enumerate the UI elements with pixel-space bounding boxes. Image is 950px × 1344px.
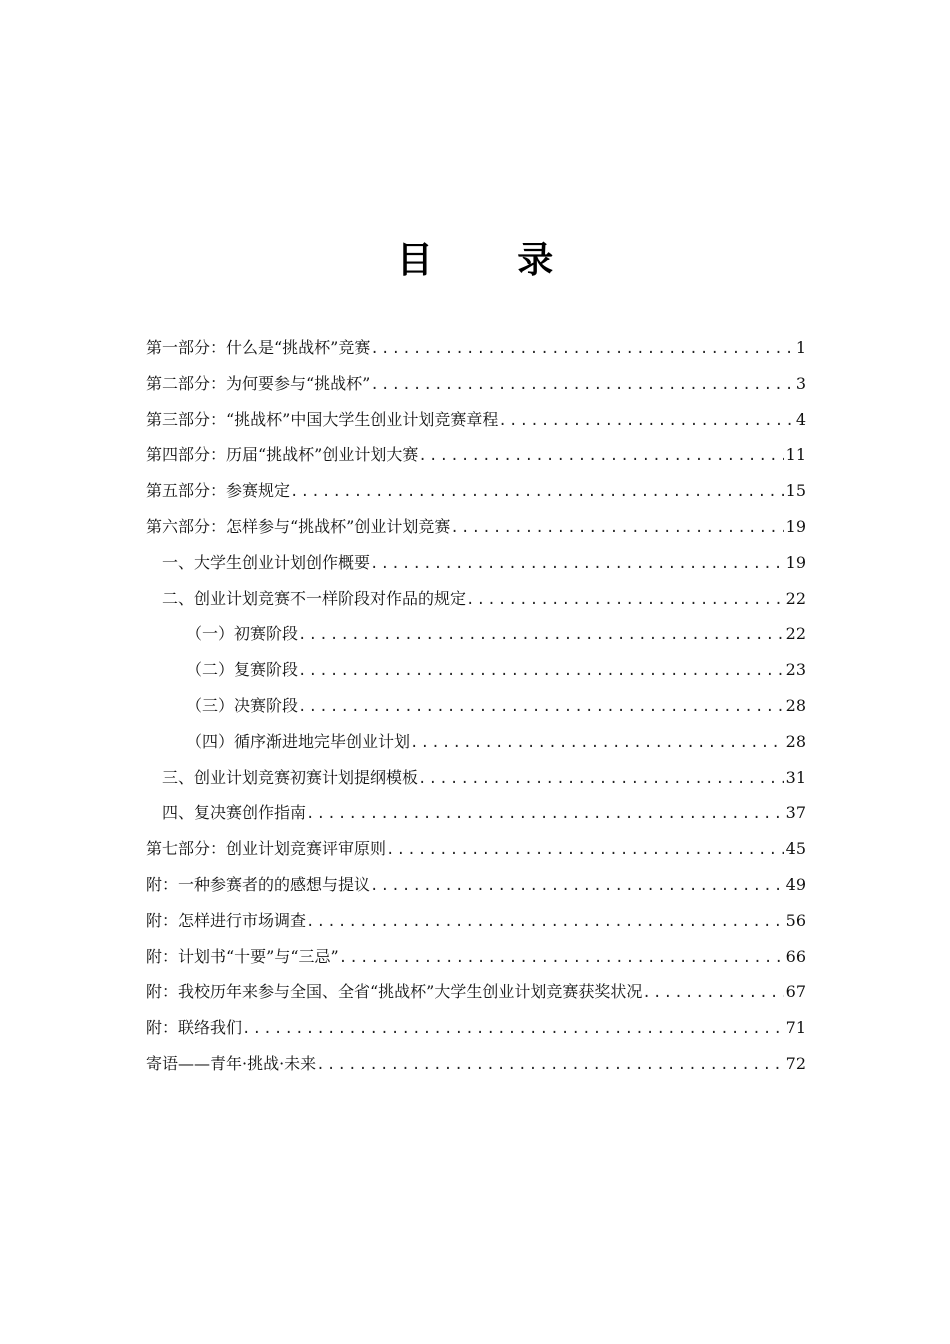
toc-leader-dots [370,368,793,404]
toc-entry-label: 第七部分：创业计划竞赛评审原则 [146,839,387,859]
toc-entry-page: 19 [785,516,806,536]
toc-entry-page: 28 [785,695,806,715]
toc-entry[interactable] [146,974,806,1010]
page-title: 目 录 [396,240,590,281]
toc-entry[interactable] [146,402,806,438]
toc-leader-dots [498,404,793,440]
toc-leader-dots [316,1048,783,1084]
toc-leader-dots [306,797,784,833]
toc-entry-page: 72 [785,1053,806,1073]
toc-entry-page: 49 [785,874,806,894]
toc-entry-label: 第六部分：怎样参与“挑战杯”创业计划竞赛 [146,516,451,536]
toc-entry-page: 56 [785,910,806,930]
toc-entry-page: 71 [785,1018,806,1038]
toc-entry-label: 第一部分：什么是“挑战杯”竞赛 [146,338,371,357]
toc-leader-dots [298,690,784,726]
toc-entry[interactable] [146,1010,806,1046]
table-of-contents [146,330,806,1082]
toc-entry-label: 一、大学生创业计划创作概要 [162,552,371,572]
toc-entry-label: （二）复赛阶段 [186,660,299,680]
toc-entry-page: 67 [785,982,806,1002]
toc-entry-label: 二、创业计划竞赛不一样阶段对作品的规定 [162,588,467,608]
toc-leader-dots [242,1012,784,1048]
toc-entry-page: 31 [785,767,806,787]
toc-leader-dots [466,583,784,619]
toc-entry-page: 22 [785,624,806,644]
toc-entry[interactable] [146,616,806,652]
toc-leader-dots [370,332,793,368]
toc-entry[interactable] [146,795,806,831]
toc-leader-dots [298,618,784,654]
toc-entry-page: 3 [795,373,806,393]
toc-entry[interactable] [146,903,806,939]
toc-entry[interactable] [146,831,806,867]
toc-entry[interactable] [146,760,806,796]
toc-entry-label: 附：一种参赛者的的感想与提议 [146,874,371,894]
toc-leader-dots [410,726,784,762]
toc-entry[interactable] [146,330,806,366]
toc-entry-label: 寄语——青年·挑战·未来 [146,1053,317,1073]
toc-entry[interactable] [146,867,806,903]
toc-entry-page: 19 [785,552,806,572]
toc-entry-label: 第二部分：为何要参与“挑战杯” [146,373,371,393]
toc-entry-label: 第五部分：参赛规定 [146,481,291,501]
toc-entry-page: 1 [795,338,806,357]
toc-entry-label: 第三部分：“挑战杯”中国大学生创业计划竞赛章程 [146,409,499,429]
toc-entry[interactable] [146,366,806,402]
toc-leader-dots [306,905,784,941]
toc-entry-label: 附：计划书“十要”与“三忌” [146,946,339,966]
toc-entry-page: 23 [785,660,806,680]
toc-entry-page: 66 [785,946,806,966]
toc-entry-page: 15 [785,481,806,501]
toc-entry[interactable] [146,1046,806,1082]
toc-leader-dots [370,869,784,905]
toc-entry[interactable] [146,581,806,617]
toc-entry-label: 附：怎样进行市场调查 [146,910,307,930]
toc-entry[interactable] [146,939,806,975]
toc-entry[interactable] [146,688,806,724]
toc-entry-label: 附：我校历年来参与全国、全省“挑战杯”大学生创业计划竞赛获奖状况 [146,982,643,1002]
toc-entry-page: 22 [785,588,806,608]
toc-leader-dots [290,475,784,511]
toc-leader-dots [418,439,783,475]
toc-leader-dots [450,511,783,547]
toc-entry-page: 45 [785,839,806,859]
toc-entry[interactable] [146,724,806,760]
toc-entry-label: （一）初赛阶段 [186,624,299,644]
toc-entry-page: 37 [785,803,806,823]
toc-entry[interactable] [146,509,806,545]
toc-entry[interactable] [146,652,806,688]
toc-leader-dots [339,941,784,977]
toc-leader-dots [642,976,783,1012]
toc-entry-label: （三）决赛阶段 [186,695,299,715]
toc-entry[interactable] [146,473,806,509]
toc-entry-label: 三、创业计划竞赛初赛计划提纲模板 [162,767,419,787]
toc-leader-dots [298,654,784,690]
toc-entry-label: 附：联络我们 [146,1018,243,1038]
toc-entry-label: （四）循序渐进地完毕创业计划 [186,731,411,751]
toc-leader-dots [418,762,784,798]
toc-leader-dots [370,547,784,583]
toc-leader-dots [386,833,784,869]
toc-entry[interactable] [146,545,806,581]
toc-entry[interactable] [146,437,806,473]
toc-entry-label: 四、复决赛创作指南 [162,803,307,823]
toc-entry-page: 4 [795,409,806,429]
toc-entry-page: 11 [785,445,806,465]
toc-entry-label: 第四部分：历届“挑战杯”创业计划大赛 [146,445,419,465]
toc-entry-page: 28 [785,731,806,751]
